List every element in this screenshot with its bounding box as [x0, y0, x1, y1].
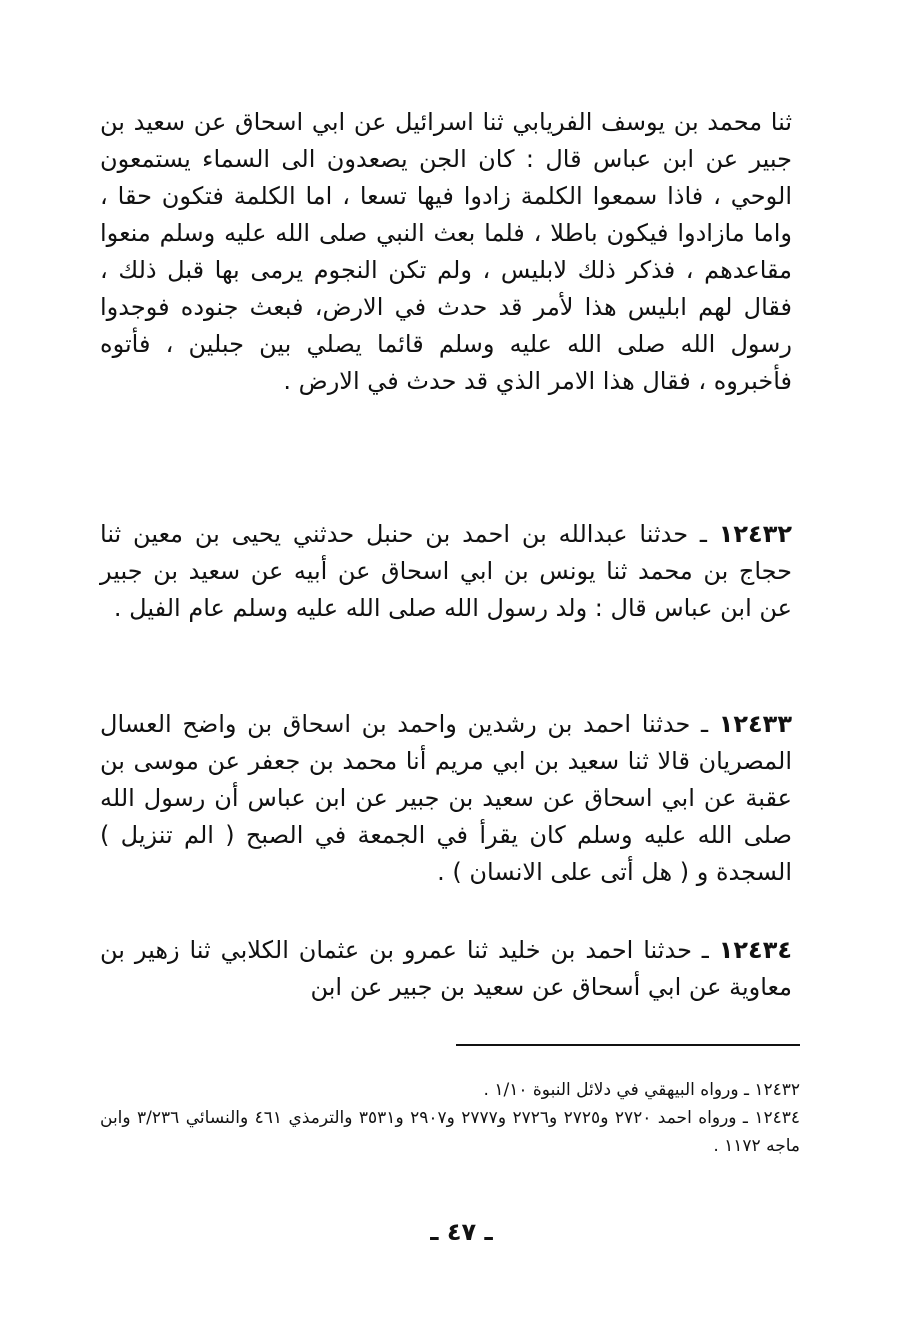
- paragraph-text: ـ حدثنا احمد بن رشدين واحمد بن اسحاق بن واضح العسال المصريان قالا ثنا سعيد بن ابي مريم أنا محمد بن جعفر عن موسى بن عقبة عن ابي اسحاق عن سعيد بن جبير عن ابن عباس أن رسول الله صلى الله عليه وسلم كان يقرأ في الجمعة في الصبح ( الم تنزيل ) السجدة و ( هل أتى على الانسان ) .: [100, 710, 792, 886]
- paragraph-text: ـ حدثنا عبدالله بن احمد بن حنبل حدثني يحيى بن معين ثنا حجاج بن محمد ثنا يونس بن ابي اسحاق عن أبيه عن سعيد بن جبير عن ابن عباس قال : ولد رسول الله صلى الله عليه وسلم عام الفيل .: [100, 520, 792, 622]
- footnote-12434: ١٢٤٣٤ ـ ورواه احمد ٢٧٢٠ و٢٧٢٥ و٢٧٢٦ و٢٧٧٧ و٢٩٠٧ و٣٥٣١ والترمذي ٤٦١ والنسائي ٣/٢٣٦ وابن ماجه ١١٧٢ .: [100, 1108, 800, 1156]
- footnotes: [100, 1076, 800, 1160]
- hadith-paragraph-12434: [100, 932, 792, 1006]
- hadith-number: ١٢٤٣٢: [718, 520, 792, 548]
- hadith-paragraph-12433: [100, 706, 792, 891]
- footnote-12432: ١٢٤٣٢ ـ ورواه البيهقي في دلائل النبوة ١/١٠ .: [483, 1080, 800, 1100]
- page-number: ـ ٤٧ ـ: [430, 1218, 493, 1246]
- paragraph-text: ثنا محمد بن يوسف الفريابي ثنا اسرائيل عن ابي اسحاق عن سعيد بن جبير عن ابن عباس قال : كان الجن يصعدون الى السماء يستمعون الوحي ، فاذا سمعوا الكلمة زادوا فيها تسعا ، اما الكلمة فتكون حقا ، واما مازادوا فيكون باطلا ، فلما بعث النبي صلى الله عليه وسلم منعوا مقاعدهم ، فذكر ذلك لابليس ، ولم تكن النجوم يرمى بها قبل ذلك ، فقال لهم ابليس هذا لأمر قد حدث في الارض، فبعث جنوده فوجدوا رسول الله صلى الله عليه وسلم قائما يصلي بين جبلين ، فأتوه فأخبروه ، فقال هذا الامر الذي قد حدث في الارض .: [100, 108, 792, 395]
- paragraph-text: ـ حدثنا احمد بن خليد ثنا عمرو بن عثمان الكلابي ثنا زهير بن معاوية عن ابي أسحاق عن سعيد بن جبير عن ابن: [100, 936, 792, 1001]
- hadith-paragraph-continuation: [100, 104, 792, 400]
- hadith-number: ١٢٤٣٣: [718, 710, 792, 738]
- footnote-separator: [456, 1044, 800, 1046]
- hadith-number: ١٢٤٣٤: [718, 936, 792, 964]
- hadith-paragraph-12432: [100, 516, 792, 627]
